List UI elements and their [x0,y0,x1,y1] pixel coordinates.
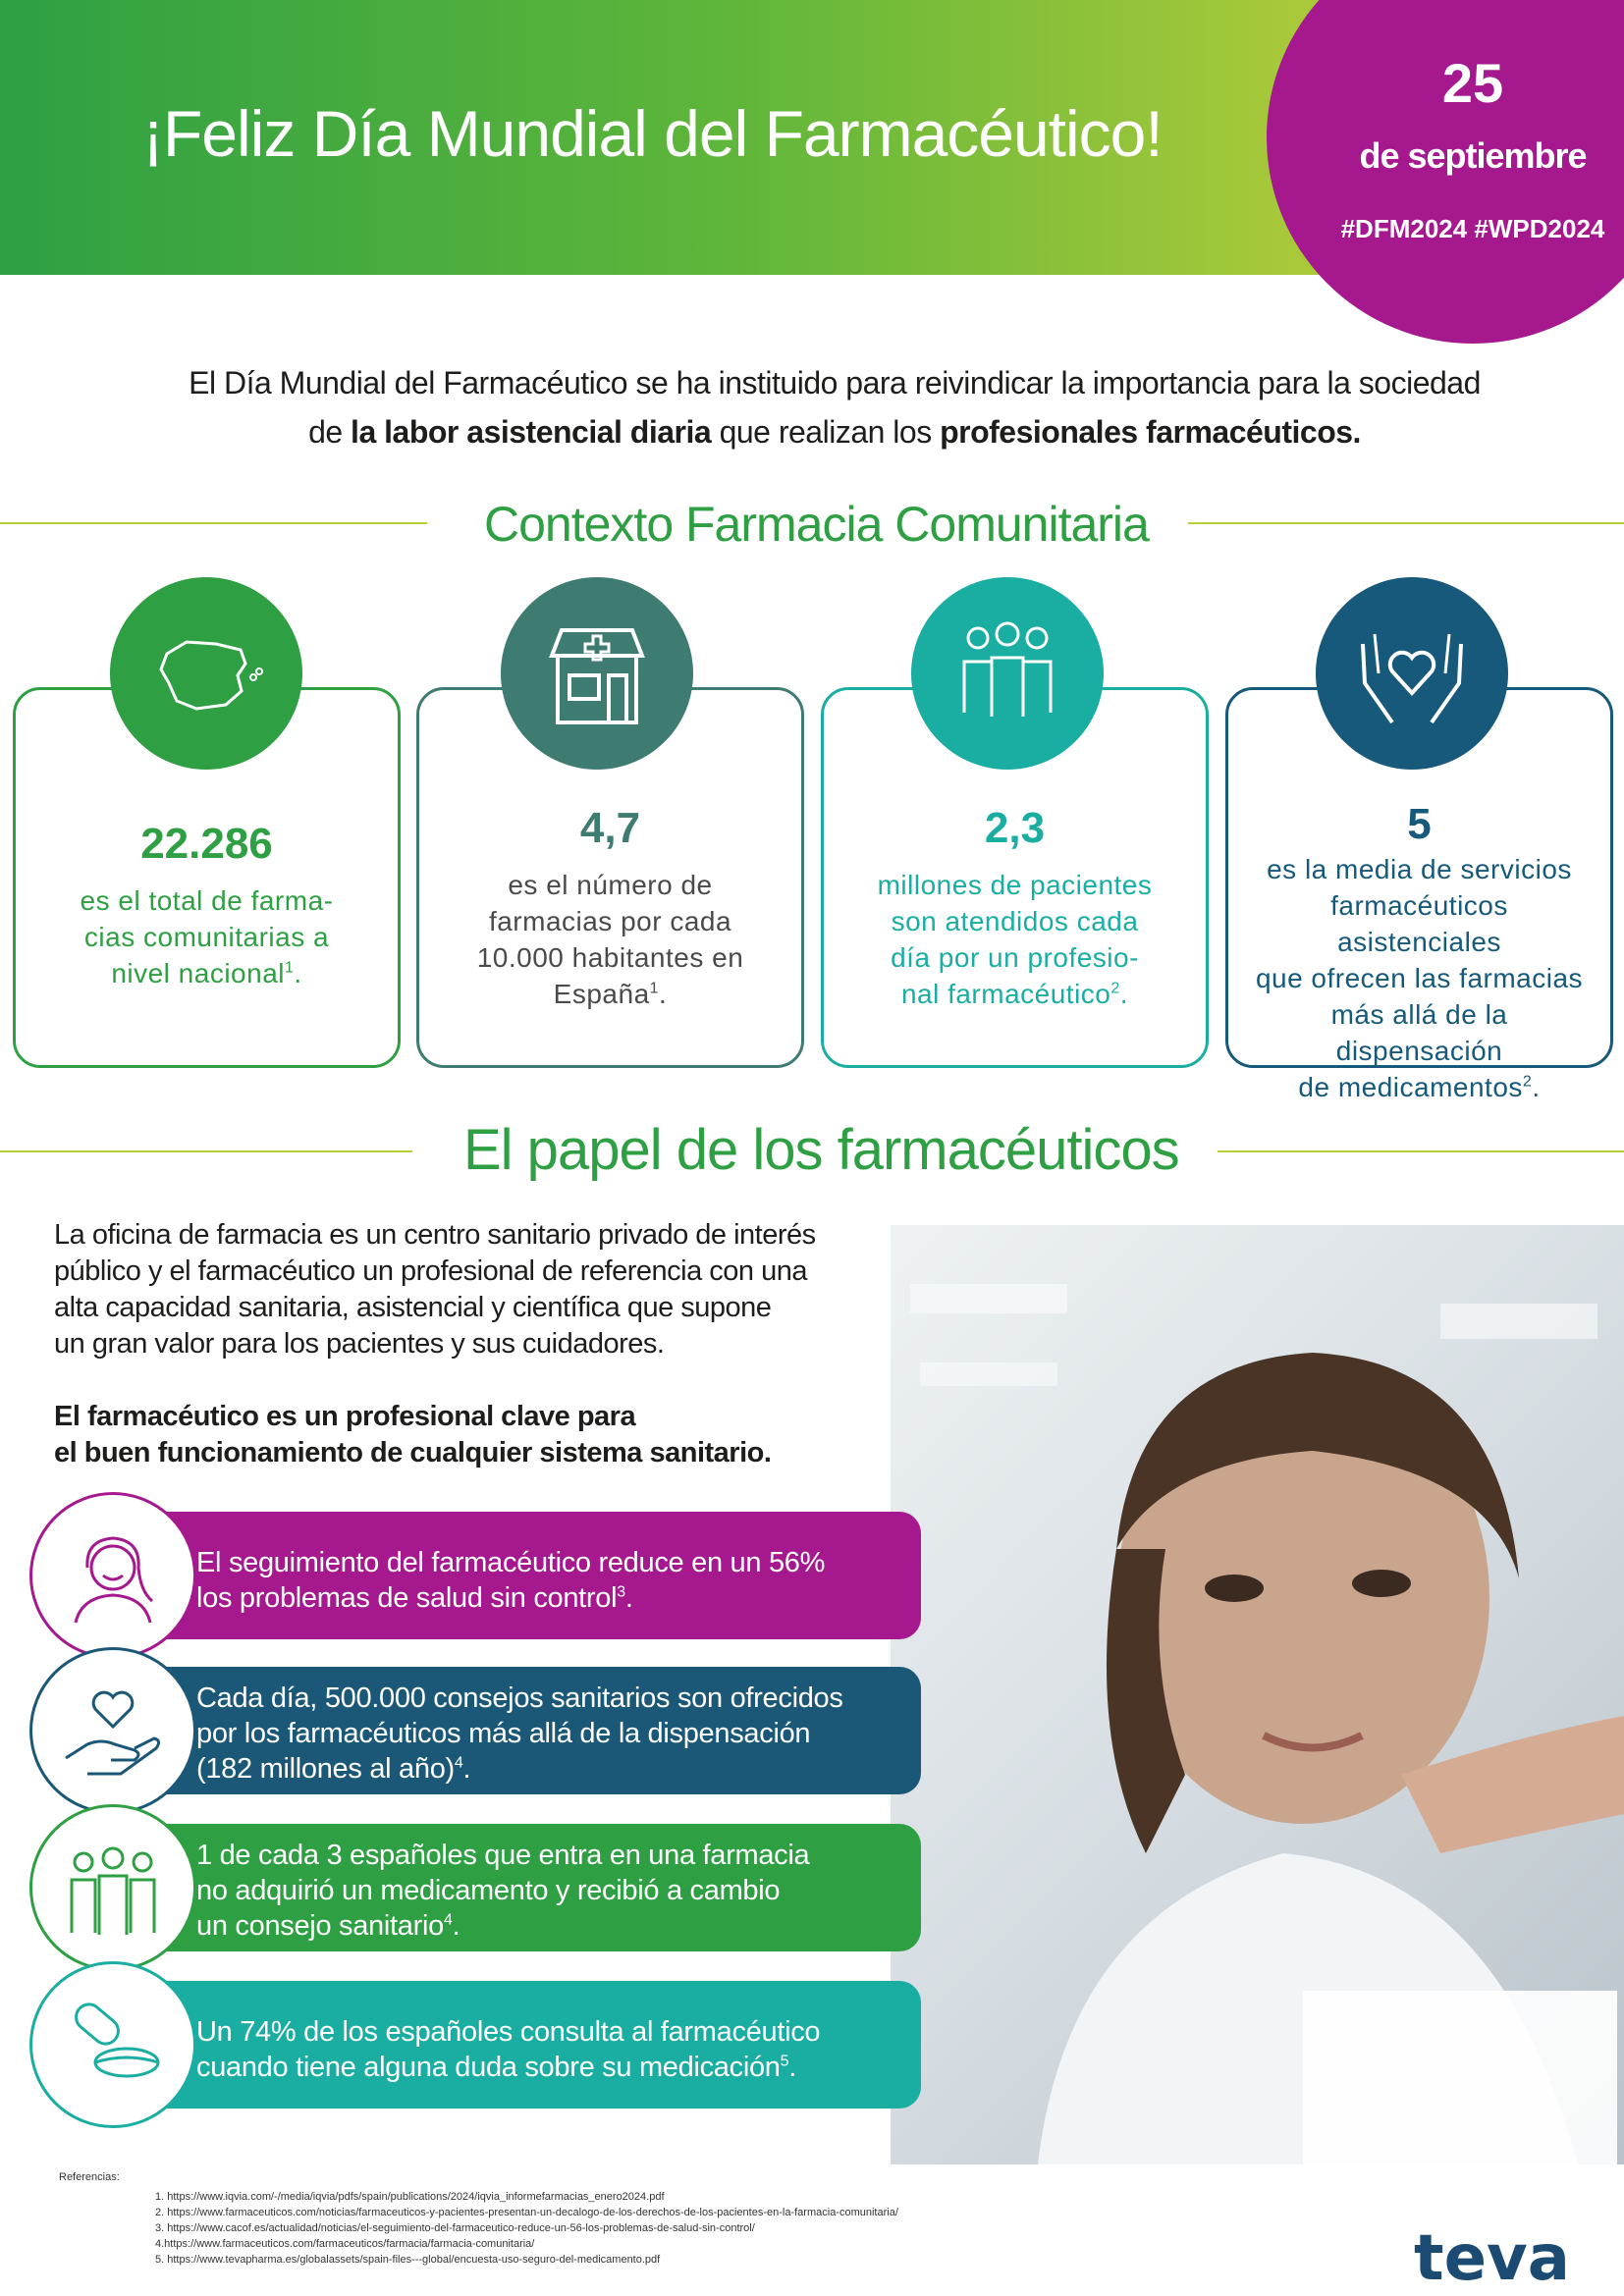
references-label: Referencias: [59,2171,120,2183]
pills-icon [62,1994,164,2096]
stat-value: 5 [1407,800,1432,848]
hands-heart-icon [1353,614,1471,732]
hand-heart-icon [62,1680,164,1782]
spain-map-icon [147,614,265,732]
band-icon-circle [29,1492,196,1659]
reference-marker: 4 [454,1754,463,1772]
band-text-line: El seguimiento del farmacéutico reduce en un 56% [196,1547,826,1578]
stat-icon-circle [501,577,693,770]
reference-marker: 1 [649,980,660,997]
stat-text-line: es el número de [508,870,713,900]
role-paragraph-bold: El farmacéutico es un profesional clave para el buen funcionamiento de cualquier sistema sanitario. [54,1401,772,1468]
band-text-line: por los farmacéuticos más allá de la dispensación [196,1718,811,1749]
reference-marker: 5 [780,2053,789,2070]
stat-icon-circle [110,577,302,770]
stat-value: 4,7 [579,804,641,852]
band-text-line: Cada día, 500.000 consejos sanitarios son ofrecidos [196,1682,843,1714]
teva-logo [1414,2228,1591,2287]
section-divider-right [1218,1150,1624,1152]
band-text-line: los problemas de salud sin control [196,1582,618,1614]
date-month: de septiembre [1359,135,1587,176]
reference-item: 4.https://www.farmaceuticos.com/farmaceuticos/farmacia/farmacia-comunitaria/ [155,2238,535,2250]
stat-description: es el número de farmacias por cada 10.000 habitantes en España$^1$. [476,870,744,1009]
band-text-line: 1 de cada 3 españoles que entra en una farmacia [196,1840,810,1871]
section-divider-left [0,1150,412,1152]
intro-line-2: de la labor asistencial diaria que realizan los profesionales farmacéuticos. [308,414,1361,450]
stat-text-line: es el total de farma- [80,885,334,916]
reference-marker: 2 [1522,1073,1533,1091]
stat-text-line: España [553,979,650,1009]
reference-item: 2. https://www.farmaceuticos.com/noticias/farmaceuticos-y-pacientes-presentan-un-decalogo-de-los-derechos-de-los-pacientes-en-la-farmacia-comunitaria/ [155,2207,898,2218]
highlight-band [126,1667,921,1794]
date-badge [1267,0,1624,344]
role-paragraph: La oficina de farmacia es un centro sanitario privado de interés público y el farmacéutico un profesional de referencia con una alta capacidad sanitaria, asistencial y científica que supone un gran valor para los pacientes y sus cuidadores. [54,1219,816,1360]
hashtags: #DFM2024 #WPD2024 [1340,214,1605,243]
stat-text-line: que ofrecen las farmacias [1255,963,1584,993]
stat-description: es el total de farma- cias comunitarias a nivel nacional$^1$. [80,885,334,988]
reference-item: 1. https://www.iqvia.com/-/media/iqvia/pdfs/spain/publications/2024/iqvia_informefarmacias_enero2024.pdf [155,2191,665,2203]
stat-text-line: es la media de servicios [1267,854,1572,884]
stat-value: 22.286 [140,820,273,868]
section-divider-left [0,522,427,524]
highlight-band [126,1824,921,1951]
section-title-role: El papel de los farmacéuticos [463,1118,1179,1182]
band-text: Cada día, 500.000 consejos sanitarios son ofrecidos por los farmacéuticos más allá de la dispensación (182 millones al año)$^4$. [196,1682,843,1785]
page-title: ¡Feliz Día Mundial del Farmacéutico! [142,97,1163,170]
section-title-context: Contexto Farmacia Comunitaria [484,497,1149,552]
smiling-woman-icon [62,1524,164,1627]
stat-text-line: cias comunitarias a [83,922,330,952]
band-icon-circle [29,1804,196,1971]
stat-icon-circle [1316,577,1508,770]
band-text: El seguimiento del farmacéutico reduce en un 56% los problemas de salud sin control$^3$. [196,1547,826,1614]
stat-text-line: día por un profesio- [891,942,1139,973]
band-text-line: un consejo sanitario [196,1910,444,1942]
band-icon-circle [29,1961,196,2128]
reference-item: 5. https://www.tevapharma.es/globalassets/spain-files---global/encuesta-uso-seguro-del-medicamento.pdf [155,2254,661,2266]
band-text: Un 74% de los españoles consulta al farmacéutico cuando tiene alguna duda sobre su medicación$^5$. [196,2016,821,2083]
stat-text-line: más allá de la dispensación [1330,999,1508,1066]
stat-text-line: nivel nacional [111,958,285,988]
stat-text-line: farmacéuticos asistenciales [1330,890,1508,957]
reference-marker: 1 [284,959,295,977]
reference-marker: 4 [443,1911,453,1929]
highlight-band [126,1512,921,1639]
reference-marker: 2 [1110,980,1120,997]
band-text: 1 de cada 3 españoles que entra en una farmacia no adquirió un medicamento y recibió a cambio un consejo sanitario$^4$. [196,1840,810,1942]
stat-text-line: nal farmacéutico [900,979,1111,1009]
reference-marker: 3 [617,1583,625,1601]
reference-item: 3. https://www.cacof.es/actualidad/noticias/el-seguimiento-del-farmaceutico-reduce-un-56-los-problemas-de-salud-sin-control/ [155,2222,755,2234]
stat-description: millones de pacientes son atendidos cada día por un profesio- nal farmacéutico$^2$. [877,870,1153,1009]
band-text-line: cuando tiene alguna duda sobre su medicación [196,2052,781,2083]
band-icon-circle [29,1647,196,1814]
stat-text-line: farmacias por cada [488,906,732,936]
logo-text: teva [1414,2228,1570,2287]
band-text-line: Un 74% de los españoles consulta al farmacéutico [196,2016,821,2048]
pharmacist-photo [891,1225,1624,2164]
date-day: 25 [1441,52,1504,114]
stat-text-line: de medicamentos [1298,1072,1523,1102]
stat-description: es la media de servicios farmacéuticos asistenciales que ofrecen las farmacias más allá de la dispensación de medicamentos$^2$. [1255,854,1584,1102]
people-group-icon [948,614,1066,732]
stat-text-line: son atendidos cada [891,906,1139,936]
stat-icon-circle [911,577,1104,770]
section-divider-right [1188,522,1624,524]
band-text-line: no adquirió un medicamento y recibió a cambio [196,1875,781,1906]
stat-text-line: 10.000 habitantes en [476,942,744,973]
intro-line-1: El Día Mundial del Farmacéutico se ha instituido para reivindicar la importancia para la sociedad [189,365,1481,400]
band-text-line: (182 millones al año) [196,1753,455,1785]
intro-text [98,358,1571,456]
references-list [155,2189,898,2268]
highlight-band [126,1981,921,2109]
pharmacy-store-icon [538,614,656,732]
stat-text-line: millones de pacientes [877,870,1153,900]
stat-value: 2,3 [984,804,1046,852]
three-people-icon [62,1837,164,1939]
